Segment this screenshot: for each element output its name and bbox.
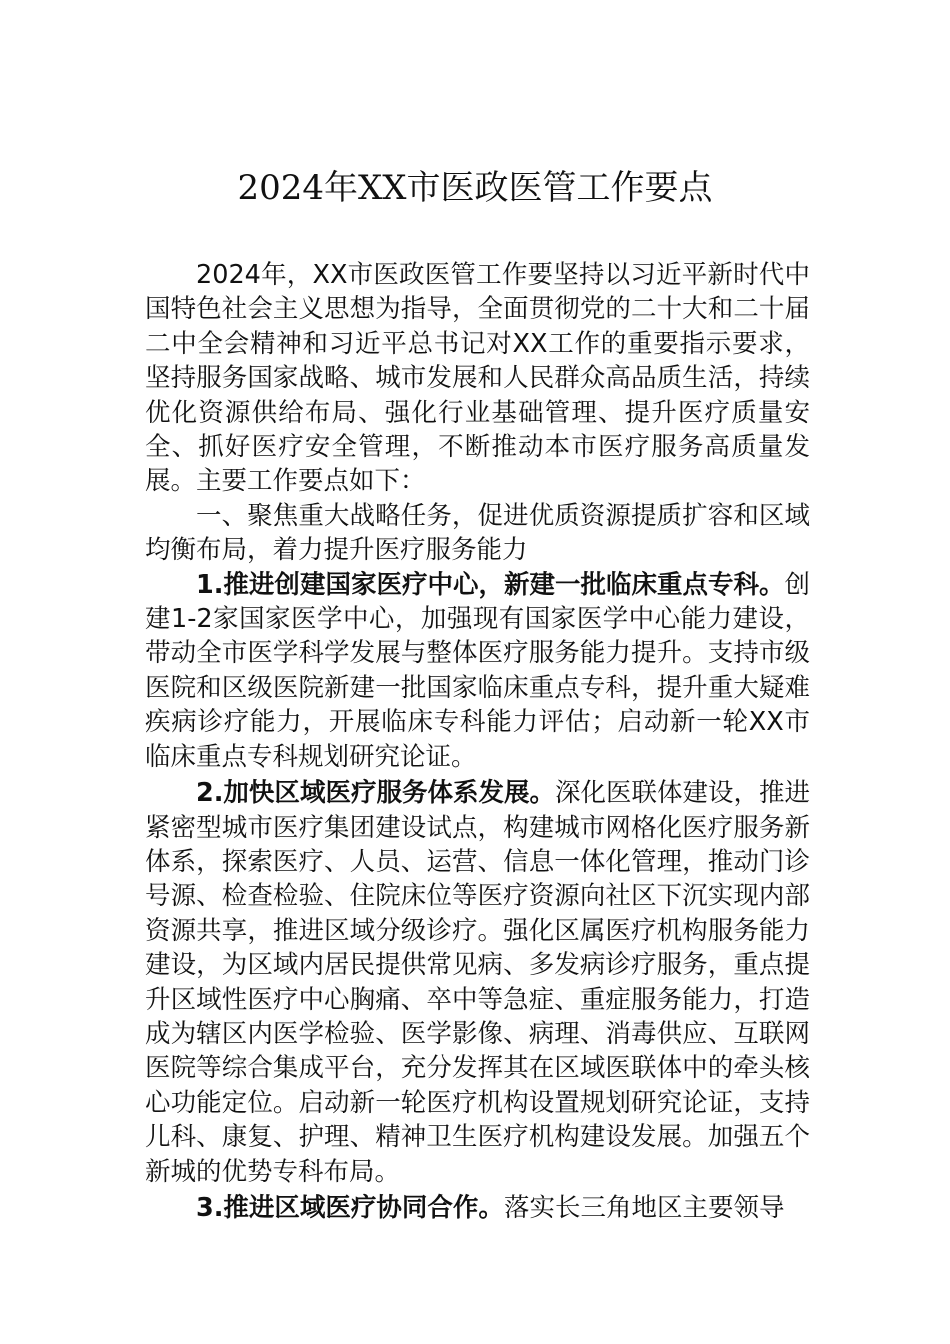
item-1-text: 创建1-2家国家医学中心，加强现有国家医学中心能力建设，带动全市医学科学发展与整体医疗服务能力提升。支持市级医院和区级医院新建一批国家临床重点专科，提升重大疑难疾病诊疗能力，开展临床专科能力评估；启动新一轮XX市临床重点专科规划研究论证。	[145, 569, 810, 772]
paragraph-item-2	[145, 776, 810, 1189]
paragraph-item-1	[145, 568, 810, 774]
section-heading-text: 一、聚焦重大战略任务，促进优质资源提质扩容和区域均衡布局，着力提升医疗服务能力	[145, 500, 810, 566]
paragraph-item-3	[145, 1191, 810, 1225]
item-2-text: 深化医联体建设，推进紧密型城市医疗集团建设试点，构建城市网格化医疗服务新体系，探索医疗、人员、运营、信息一体化管理，推动门诊号源、检查检验、住院床位等医疗资源向社区下沉实现内部资源共享，推进区域分级诊疗。强化区属医疗机构服务能力建设，为区域内居民提供常见病、多发病诊疗服务，重点提升区域性医疗中心胸痛、卒中等急症、重症服务能力，打造成为辖区内医学检验、医学影像、病理、消毒供应、互联网医院等综合集成平台，充分发挥其在区域医联体中的牵头核心功能定位。启动新一轮医疗机构设置规划研究论证，支持儿科、康复、护理、精神卫生医疗机构建设发展。加强五个新城的优势专科布局。	[145, 778, 810, 1187]
item-1-lead: 1.推进创建国家医疗中心，新建一批临床重点专科。	[196, 569, 785, 600]
item-3-lead: 3.推进区域医疗协同合作。	[196, 1192, 504, 1223]
item-3-text: 落实长三角地区主要领导	[503, 1192, 785, 1223]
item-2-lead: 2.加快区域医疗服务体系发展。	[196, 778, 555, 809]
paragraph-section-heading	[145, 499, 810, 568]
document-body	[145, 258, 810, 1225]
paragraph-intro-text: 2024年，XX市医政医管工作要坚持以习近平新时代中国特色社会主义思想为指导，全面贯彻党的二十大和二十届二中全会精神和习近平总书记对XX工作的重要指示要求，坚持服务国家战略、城市发展和人民群众高品质生活，持续优化资源供给布局、强化行业基础管理、提升医疗质量安全、抓好医疗安全管理，不断推动本市医疗服务高质量发展。主要工作要点如下：	[145, 260, 810, 497]
document-title: 2024年XX市医政医管工作要点	[237, 168, 713, 208]
paragraph-intro	[145, 258, 810, 499]
